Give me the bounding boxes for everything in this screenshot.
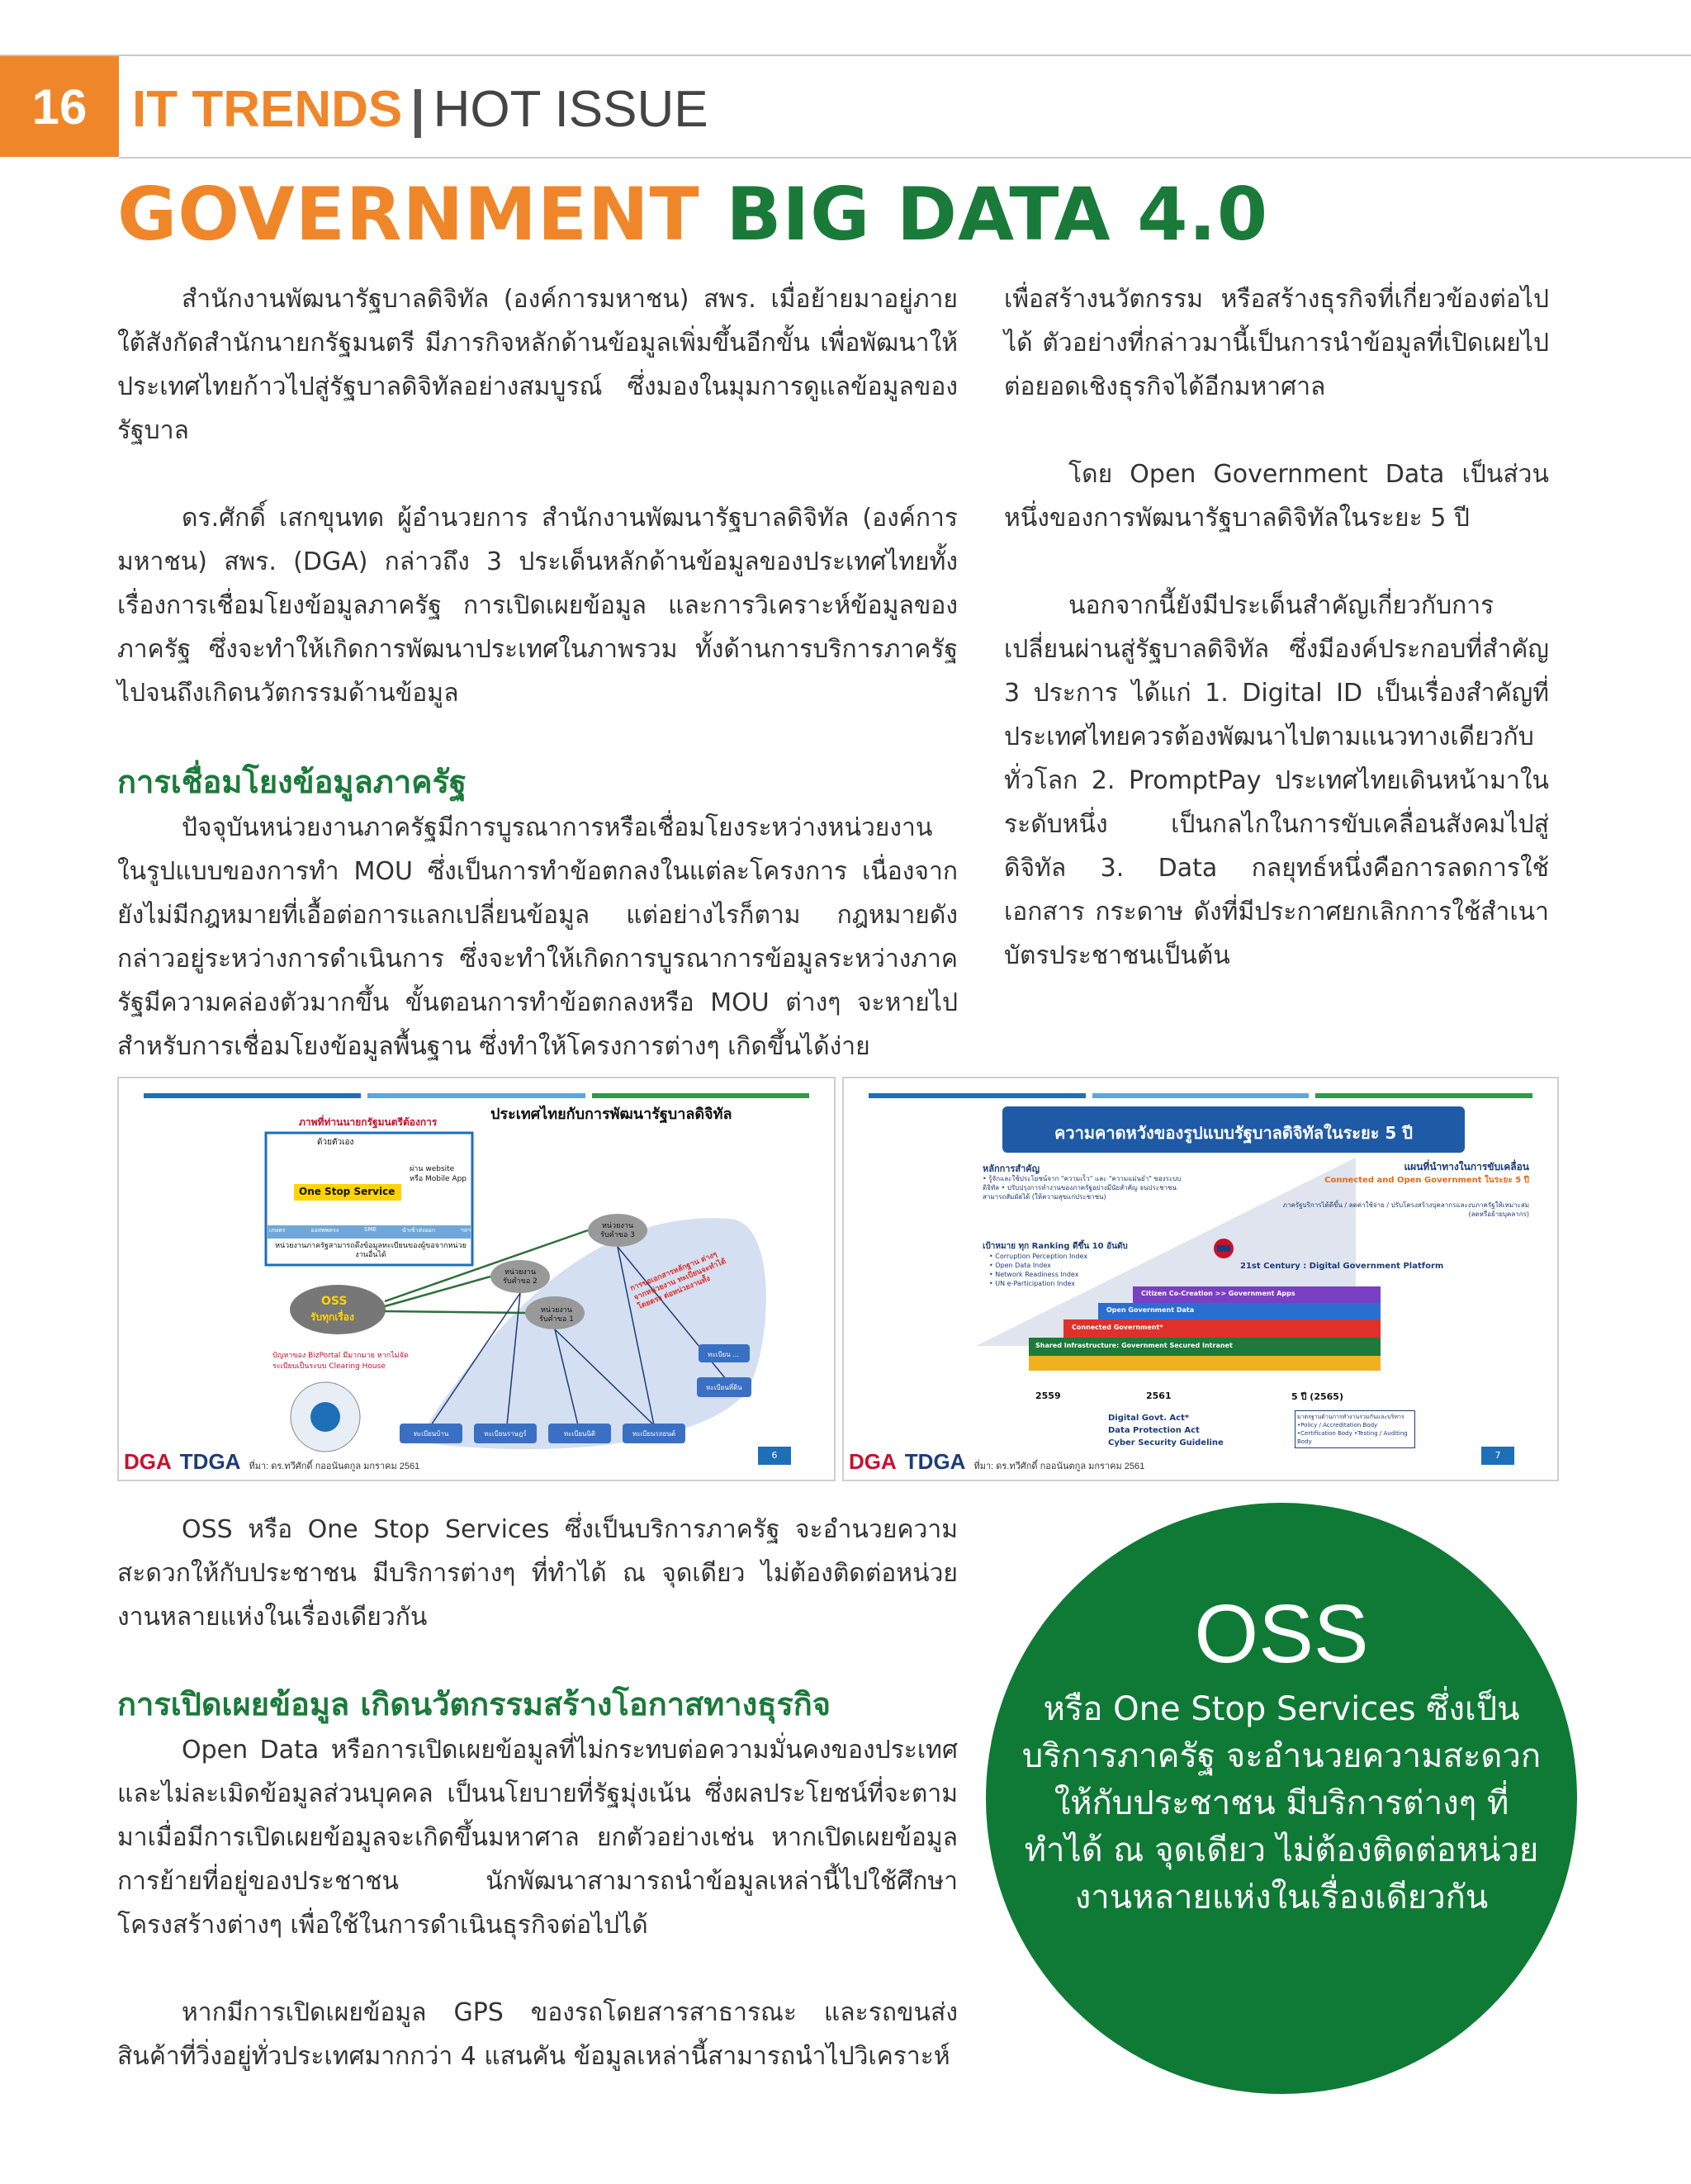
figure-left-tabs [269,1226,471,1235]
headline-part1: GOVERNMENT [117,172,700,257]
section-label [132,73,708,147]
pullquote-title: OSS [1194,1588,1369,1680]
oss-node-label: OSS [321,1295,348,1308]
platform-label: 21st Century : Digital Government Platform [1240,1262,1444,1271]
tdga-logo: TDGA [904,1449,966,1474]
tab-label: เกษตร [269,1227,286,1234]
registry-label: ทะเบียนนิติ [563,1430,596,1438]
goal-item: • Corruption Perception Index [989,1253,1088,1260]
one-stop-service-label: One Stop Service [299,1186,396,1197]
right-paragraph-1: เพื่อสร้างนวัตกรรม หรือสร้างธุรกิจที่เกี่ยวข้องต่อไปได้ ตัวอย่างที่กล่าวมานี้เป็นการนำข้อมูลที่เปิดเผยไปต่อยอดเชิงธุรกิจได้อีกมหาศาล [1004,285,1549,401]
tab-label: นำเข้าส่งออก [401,1227,435,1234]
oss-node-sub: รับทุกเรื่อง [310,1311,354,1323]
tab-label: ออสพพครง [310,1227,339,1234]
figure-left-box-note: หน่วยงานภาครัฐสามารถดึงข้อมูลทะเบียนของผู้ขอจากหน่วยงานอื่นได้ [275,1242,467,1259]
figure-left-caption: ที่มา: ดร.ทวีศักดิ์ กออนันตกูล มกราคม 2561 [249,1462,420,1471]
section-separator: | [410,81,425,138]
plan-subheading: Connected and Open Government ในระยะ 5 ปี [1324,1176,1529,1185]
heading-open-data: การเปิดเผยข้อมูล เกิดนวัตกรรมสร้างโอกาสทางธุรกิจ [117,1686,831,1722]
left-paragraph-2: ดร.ศักดิ์ เสกขุนทด ผู้อำนวยการ สำนักงานพัฒนารัฐบาลดิจิทัล (องค์การมหาชน) สพร. (DGA) กล่าวถึง 3 ประเด็นหลักด้านข้อมูลของประเทศไทยทั้งเรื่องการเชื่อมโยงข้อมูลภาครัฐ การเปิดเผยข้อมูล และการวิเคราะห์ข้อมูลของภาครัฐ ซึ่งจะทำให้เกิดการพัฒนาประเทศในภาพรวม ทั้งด้านการบริการภาครัฐ ไปจนถึงเกิดนวัตกรรมด้านข้อมูล [117,504,958,708]
figure-left-box-title: ภาพที่ท่านนายกรัฐมนตรีต้องการ [299,1116,438,1128]
roadmap-step: Shared Infrastructure: Government Secured Intranet [1035,1342,1233,1349]
roadmap-year: 5 ปี (2565) [1291,1391,1343,1402]
header-rule [119,157,1691,159]
lower-left-column [117,1508,958,2078]
tab-label: SME [364,1226,377,1233]
gps-paragraph: หากมีการเปิดเผยข้อมูล GPS ของรถโดยสารสาธารณะ และรถขนส่งสินค้าที่วิ่งอยู่ทั่วประเทศมากกว่า 4 แสนคัน ข้อมูลเหล่านี้สามารถนำไปวิเคราะห์ [117,1998,958,2071]
figure-left-channel-label: ผ่าน website หรือ Mobile App [410,1165,467,1183]
dga-logo: DGA [124,1449,172,1474]
right-column [1004,277,1549,978]
figure-left-title: ประเทศไทยกับการพัฒนารัฐบาลดิจิทัล [490,1106,732,1123]
plan-heading: แผนที่นำทางในการขับเคลื่อน [1404,1161,1529,1173]
law-item: Cyber Security Guideline [1108,1438,1224,1447]
figure-right-logos [849,1449,1144,1475]
standards-box: มาตรฐานด้านการทำงานร่วมกันและบริหาร •Policy / Accreditation Body •Certification Body •Testing / Auditing Body [1295,1410,1415,1448]
left-paragraph-1: สำนักงานพัฒนารัฐบาลดิจิทัล (องค์การมหาชน) สพร. เมื่อย้ายมาอยู่ภายใต้สังกัดสำนักนายกรัฐมนตรี มีภารกิจหลักด้านข้อมูลเพิ่มขึ้นอีกขั้น เพื่อพัฒนาให้ประเทศไทยก้าวไปสู่รัฐบาลดิจิทัลอย่างสมบูรณ์ ซึ่งมองในมุมการดูแลข้อมูลของรัฐบาล [117,285,958,445]
plan-text: ภาครัฐบริการได้ดีขึ้น / ลดค่าใช้จ่าย / ปรับโครงสร้างบุคลากรและงบภาครัฐให้เหมาะสม (ลดหรือย้ายบุคลากร) [1282,1201,1529,1218]
agency-node-2: หน่วยงาน รับคำขอ 2 [503,1268,538,1286]
figure-left-self-label: ด้วยตัวเอง [317,1138,354,1147]
dga-logo: DGA [849,1449,897,1474]
goal-list [989,1252,1087,1288]
tab-label: ฯลฯ [460,1227,471,1234]
goal-item: • Open Data Index [989,1262,1051,1269]
right-paragraph-3: นอกจากนี้ยังมีประเด็นสำคัญเกี่ยวกับการเปลี่ยนผ่านสู่รัฐบาลดิจิทัล ซึ่งมีองค์ประกอบที่สำคัญ 3 ประการ ได้แก่ 1. Digital ID เป็นเรื่องสำคัญที่ประเทศไทยควรต้องพัฒนาไปตามแนวทางเดียวกับทั่วโลก 2. PromptPay ประเทศไทยเดินหน้ามาในระดับหนึ่ง เป็นกลไกในการขับเคลื่อนสังคมไปสู่ดิจิทัล 3. Data กลยุทธ์หนึ่งคือการลดการใช้เอกสาร กระดาษ ดังที่มีประกาศยกเลิกการใช้สำเนาบัตรประชาชนเป็นต้น [1004,591,1549,970]
figure-right-title: ความคาดหวังของรูปแบบรัฐบาลดิจิทัลในระยะ 5 ปี [1054,1123,1413,1143]
roadmap-step: Citizen Co-Creation >> Government Apps [1141,1290,1295,1297]
left-paragraph-3: ปัจจุบันหน่วยงานภาครัฐมีการบูรณาการหรือเชื่อมโยงระหว่างหน่วยงานในรูปแบบของการทำ MOU ซึ่งเป็นการทำข้อตกลงในแต่ละโครงการ เนื่องจากยังไม่มีกฎหมายที่เอื้อต่อการแลกเปลี่ยนข้อมูล แต่อย่างไรก็ตาม กฎหมายดังกล่าวอยู่ระหว่างการดำเนินการ ซึ่งจะทำให้เกิดการบูรณาการข้อมูลระหว่างภาครัฐมีความคล่องตัวมากขึ้น ขั้นตอนการทำข้อตกลงหรือ MOU ต่างๆ จะหายไปสำหรับการเชื่อมโยงข้อมูลพื้นฐาน ซึ่งทำให้โครงการต่างๆ เกิดขึ้นได้ง่าย [117,813,958,1061]
roadmap-step: Open Government Data [1106,1306,1195,1314]
registry-label: ทะเบียนราษฎร์ [484,1430,527,1438]
principle-heading: หลักการสำคัญ [983,1163,1040,1174]
registry-label: ทะเบียนบ้าน [413,1430,449,1438]
principle-text: • รู้จักและใช้ประโยชน์จาก "ความเร็ว" และ "ความแม่นยำ" ของระบบดิจิทัล • ปรับปรุงการทำงานของภาครัฐอย่างมีนัยสำคัญ จนประชาชนสามารถสัมผัสได้ (ให้ความสุขแก่ประชาชน) [983,1175,1182,1201]
headline [117,173,1268,256]
subsection-name: HOT ISSUE [433,81,708,138]
laws-list [1108,1412,1224,1449]
section-name: IT TRENDS [132,81,403,138]
figure-left-arc-text: การขอเอกสารหลักฐาน ต่างๆ จากหน่วยงาน ทะเบียนจะทำได้โดยตรง ต่อหน่วยงานทั้ง [629,1250,727,1312]
goal-heading: เป้าหมาย ทุก Ranking ดีขึ้น 10 อันดับ [983,1242,1128,1251]
oss-diagram-graphic [119,1078,834,1480]
agency-node-3: หน่วยงาน รับคำขอ 3 [600,1222,635,1239]
pullquote-text: หรือ One Stop Services ซึ่งเป็นบริการภาครัฐ จะอำนวยความสะดวกให้กับประชาชน มีบริการต่างๆ ที่ทำได้ ณ จุดเดียว ไม่ต้องติดต่อหน่วยงานหลายแห่งในเรื่องเดียวกัน [1021,1690,1542,1916]
right-paragraph-2: โดย Open Government Data เป็นส่วนหนึ่งของการพัฒนารัฐบาลดิจิทัลในระยะ 5 ปี [1004,460,1549,533]
figure-right-caption: ที่มา: ดร.ทวีศักดิ์ กออนันตกูล มกราคม 2561 [973,1462,1145,1471]
law-item: Data Protection Act [1108,1426,1200,1435]
figure-left-logos [124,1449,419,1475]
tdga-logo: TDGA [179,1449,241,1474]
headline-part2: BIG DATA 4.0 [726,172,1269,257]
goal-item: • Network Readiness Index [989,1271,1079,1278]
registry-label: ทะเบียนที่ดิน [706,1384,742,1391]
figure-oss-diagram [117,1077,836,1481]
law-item: Digital Govt. Act* [1108,1414,1190,1423]
oss-paragraph: OSS หรือ One Stop Services ซึ่งเป็นบริการภาครัฐ จะอำนวยความสะดวกให้กับประชาชน มีบริการต่างๆ ที่ทำได้ ณ จุดเดียว ไม่ต้องติดต่อหน่วยงานหลายแห่งในเรื่องเดียวกัน [117,1515,958,1632]
registry-label: ทะเบียน ... [708,1351,739,1358]
oss-pullquote-circle [986,1503,1577,2094]
open-data-paragraph: Open Data หรือการเปิดเผยข้อมูลที่ไม่กระทบต่อความมั่นคงของประเทศและไม่ละเมิดข้อมูลส่วนบุคคล เป็นนโยบายที่รัฐมุ่งเน้น ซึ่งผลประโยชน์ที่จะตามมาเมื่อมีการเปิดเผยข้อมูลจะเกิดขึ้นมหาศาล ยกตัวอย่างเช่น หากเปิดเผยข้อมูลการย้ายที่อยู่ของประชาชน นักพัฒนาสามารถนำข้อมูลเหล่านี้ไปใช้ศึกษาโครงสร้างต่างๆ เพื่อใช้ในการดำเนินธุรกิจต่อไปได้ [117,1736,958,1940]
roadmap-year: 2561 [1146,1390,1172,1401]
agency-node-1: หน่วยงาน รับคำขอ 1 [539,1306,574,1324]
roadmap-year: 2559 [1035,1390,1061,1401]
left-column [117,277,958,1068]
goal-item: • UN e-Participation Index [989,1280,1075,1287]
slide-number: 6 [758,1447,791,1465]
registry-label: ทะเบียนรถยนต์ [632,1430,676,1438]
top-rule [0,54,1691,56]
heading-data-linkage: การเชื่อมโยงข้อมูลภาครัฐ [117,764,467,800]
page-number: 16 [0,56,119,157]
figure-5year-roadmap [842,1077,1559,1481]
figure-left-problem-note: ปัญหาของ BizPortal มีมากมาย หากไม่จัดระเบียบเป็นระบบ Clearing House [272,1352,409,1371]
slide-number: 7 [1481,1447,1514,1465]
roadmap-step: Connected Government* [1072,1324,1163,1331]
